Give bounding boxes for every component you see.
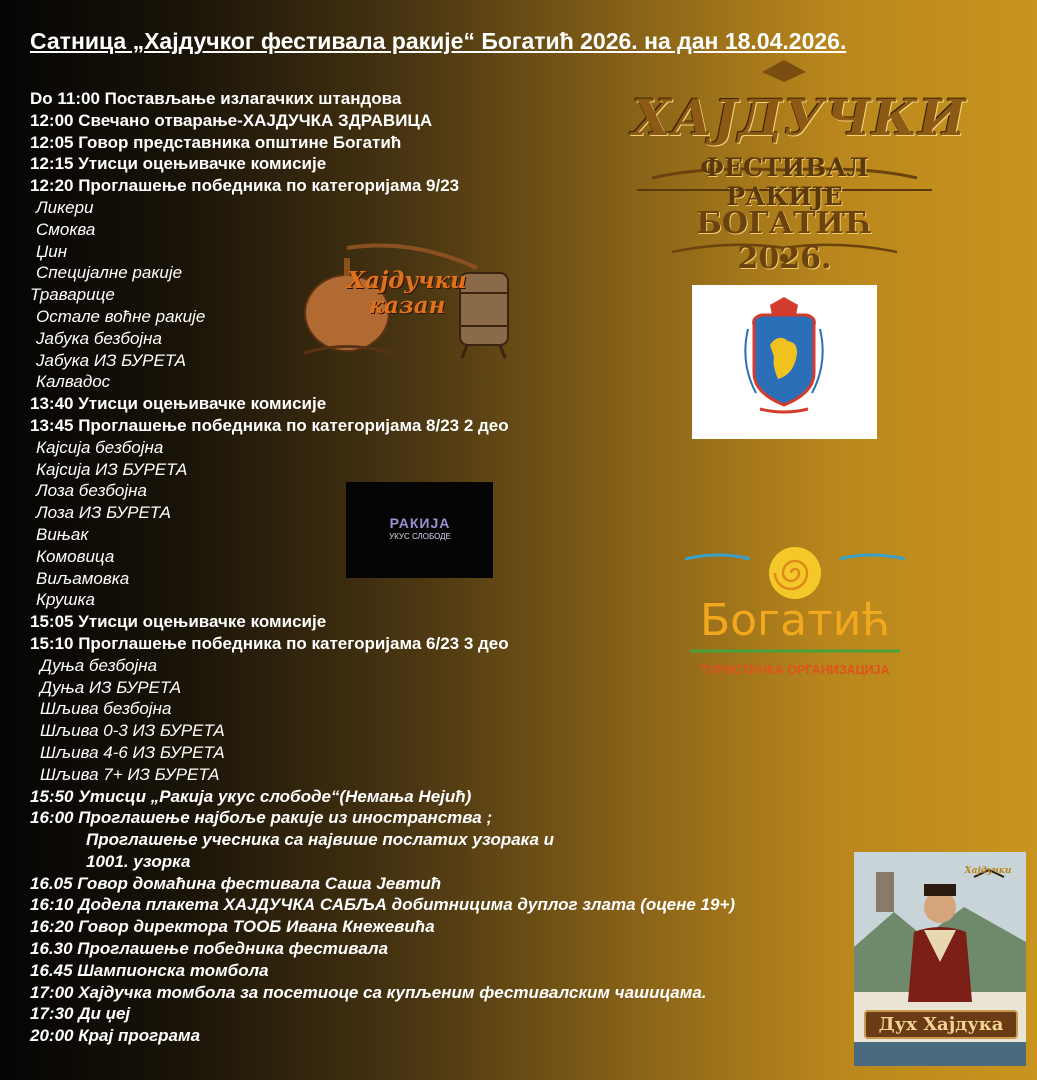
schedule-category-item: Кајсија безбојна — [36, 437, 164, 457]
rakija-logo-subtitle: УКУС СЛОБОДЕ — [389, 532, 451, 541]
schedule-category-item: Дуња ИЗ БУРЕТА — [40, 677, 182, 697]
schedule-entry: 12:20 Проглашење победника по категоријама 9/23 — [30, 176, 460, 196]
schedule-entry: 16:20 Говор директора ТООБ Ивана Кнежевића — [30, 917, 435, 937]
schedule-entry: 16:00 Проглашење најбоље ракије из иностранства ; — [30, 808, 493, 828]
kazan-logo-text — [332, 268, 482, 318]
festival-logo — [612, 58, 967, 276]
coat-of-arms-icon — [692, 285, 877, 439]
schedule-category-item: Шљива 0-3 ИЗ БУРЕТА — [40, 721, 225, 741]
duh-hajduka-poster — [854, 852, 1026, 1066]
schedule-category-item: Јабука безбојна — [36, 328, 162, 348]
schedule-category-item: Специјалне ракије — [36, 263, 183, 283]
kazan-logo-line2: казан — [368, 292, 446, 319]
schedule-entry: 13:45 Проглашење победника по категоријама 8/23 2 део — [30, 415, 509, 435]
schedule-entry: Do 11:00 Постављање излагачких штандова — [30, 89, 402, 108]
schedule-category-item: Калвадос — [36, 372, 111, 392]
schedule-entry: 16:10 Додела плакета ХАЈДУЧКА САБЉА добитницима дуплог злата (оцене 19+) — [30, 895, 736, 915]
schedule-entry: Проглашење учесника са највише послатих узорака и — [86, 830, 555, 850]
festival-logo-title: ХАЈДУЧКИ — [632, 88, 967, 147]
kazan-logo-line1: Хајдучки — [347, 267, 467, 294]
schedule-category-item: Шљива 4-6 ИЗ БУРЕТА — [40, 742, 225, 762]
rakija-logo-title: РАКИЈА — [389, 515, 451, 531]
schedule-category-item: Остале воћне ракије — [36, 306, 206, 326]
schedule-entry: 20:00 Крај програма — [30, 1026, 201, 1046]
schedule-entry: 17:00 Хајдучка томбола за посетиоце са купљеним фестивалским чашицама. — [30, 982, 707, 1002]
schedule-entry: 13:40 Утисци оцењивачке комисије — [30, 394, 327, 414]
page-title: Сатница „Хајдучког фестивала ракије“ Богатић 2026. на дан 18.04.2026. — [30, 28, 847, 54]
schedule-category-item: Дуња безбојна — [40, 655, 158, 675]
schedule-entry: 17:30 Ди џеј — [30, 1004, 131, 1024]
tourist-logo-name: Богатић — [699, 595, 891, 646]
schedule-category-item: Шљива 7+ ИЗ БУРЕТА — [40, 764, 220, 784]
schedule-entry: 12:15 Утисци оцењивачке комисије — [30, 154, 327, 174]
schedule-category-item: Комовица — [36, 546, 115, 566]
schedule-category-item: Крушка — [36, 590, 96, 610]
schedule-category-item: Вињак — [36, 524, 89, 544]
municipality-crest — [692, 285, 877, 439]
schedule-category-item: Смоква — [36, 219, 96, 239]
rakija-ukus-slobode-logo — [346, 482, 493, 578]
schedule-entry: 15:50 Утисци „Ракија укус слободе“(Немања Нејић) — [30, 786, 472, 806]
schedule-category-item: Шљива безбојна — [40, 699, 172, 719]
schedule-entry: 16.30 Проглашење победника фестивала — [30, 939, 389, 959]
schedule-entry: 16.45 Шампионска томбола — [30, 960, 269, 980]
schedule-category-item: Кајсија ИЗ БУРЕТА — [36, 459, 188, 479]
festival-logo-subtitle: ФЕСТИВАЛ РАКИЈЕ — [700, 153, 869, 211]
schedule-entry: 15:10 Проглашење победника по категоријама 6/23 3 део — [30, 633, 509, 653]
schedule-entry: 1001. узорка — [86, 851, 191, 871]
schedule-category-item: Лоза безбојна — [36, 481, 147, 501]
schedule-category-item: Ликери — [36, 197, 94, 217]
poster-title: Дух Хајдука — [864, 1010, 1018, 1039]
poster-top-text: Хајдучки — [964, 866, 1012, 876]
schedule-category-item: Виљамовка — [36, 568, 130, 588]
schedule-entry: 12:00 Свечано отварање-ХАЈДУЧКА ЗДРАВИЦА — [30, 110, 433, 130]
tourist-logo-subtitle: ТУРИСТИЧКА ОРГАНИЗАЦИЈА — [700, 663, 890, 677]
schedule-entry: 16.05 Говор домаћина фестивала Саша Јевтић — [30, 873, 442, 893]
schedule-category-item: Лоза ИЗ БУРЕТА — [36, 503, 171, 523]
schedule-entry: 15:05 Утисци оцењивачке комисије — [30, 612, 327, 632]
tourist-organization-logo — [680, 545, 910, 695]
schedule-category-item: Траварице — [30, 285, 115, 305]
schedule-entry: 12:05 Говор представника општине Богатић — [30, 132, 402, 152]
schedule-category-item: Џин — [36, 241, 68, 261]
kazan-logo — [292, 238, 522, 366]
festival-logo-location: БОГАТИЋ 2026. — [696, 206, 873, 276]
schedule-category-item: Јабука ИЗ БУРЕТА — [36, 350, 186, 370]
